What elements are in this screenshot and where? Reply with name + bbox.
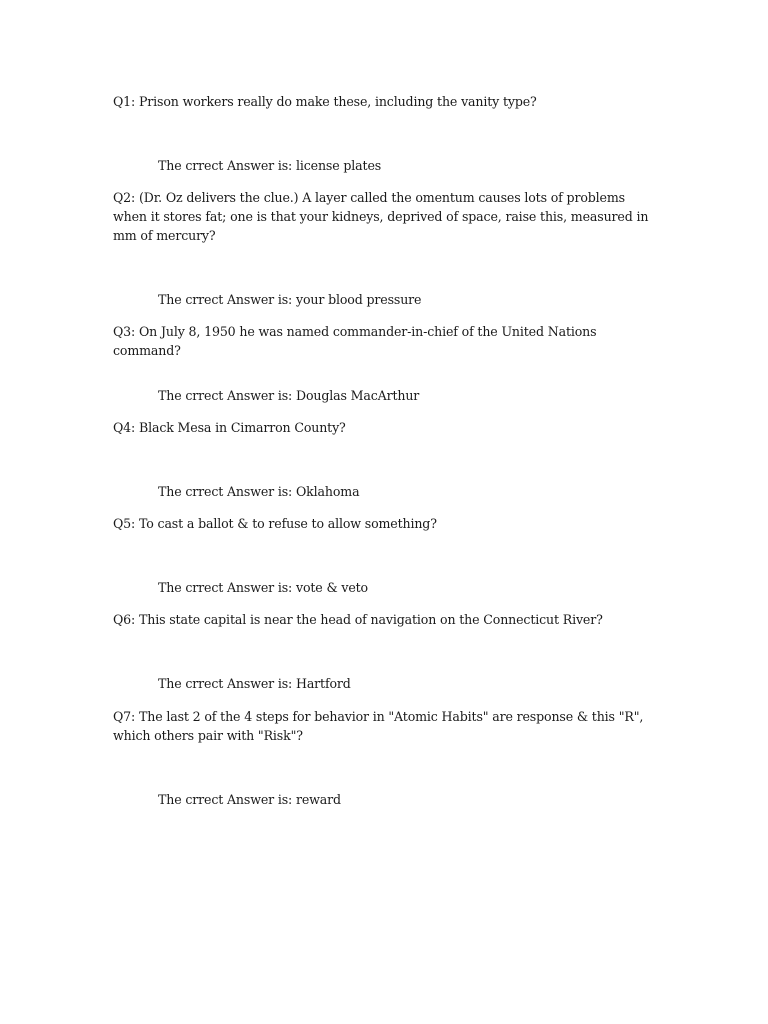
question-2: Q2: (Dr. Oz delivers the clue.) A layer called the omentum causes lots of problems when it stores fat; one is that your kidneys, deprived of space, raise this, measured in mm of mercury? xyxy=(113,190,649,243)
question-7: Q7: The last 2 of the 4 steps for behavior in "Atomic Habits" are response & this "R", which others pair with "Risk"? xyxy=(113,709,644,743)
question-4: Q4: Black Mesa in Cimarron County? xyxy=(113,420,346,435)
answer-2: The crrect Answer is: your blood pressure xyxy=(158,292,422,307)
answer-4: The crrect Answer is: Oklahoma xyxy=(158,484,360,499)
question-3: Q3: On July 8, 1950 he was named commander-in-chief of the United Nations command? xyxy=(113,324,597,358)
question-1: Q1: Prison workers really do make these, including the vanity type? xyxy=(113,94,537,109)
answer-3: The crrect Answer is: Douglas MacArthur xyxy=(158,388,420,403)
answer-1: The crrect Answer is: license plates xyxy=(158,158,382,173)
answer-6: The crrect Answer is: Hartford xyxy=(158,676,351,691)
question-6: Q6: This state capital is near the head of navigation on the Connecticut River? xyxy=(113,612,603,627)
answer-5: The crrect Answer is: vote & veto xyxy=(158,580,368,595)
question-5: Q5: To cast a ballot & to refuse to allow something? xyxy=(113,516,437,531)
answer-7: The crrect Answer is: reward xyxy=(158,792,341,807)
